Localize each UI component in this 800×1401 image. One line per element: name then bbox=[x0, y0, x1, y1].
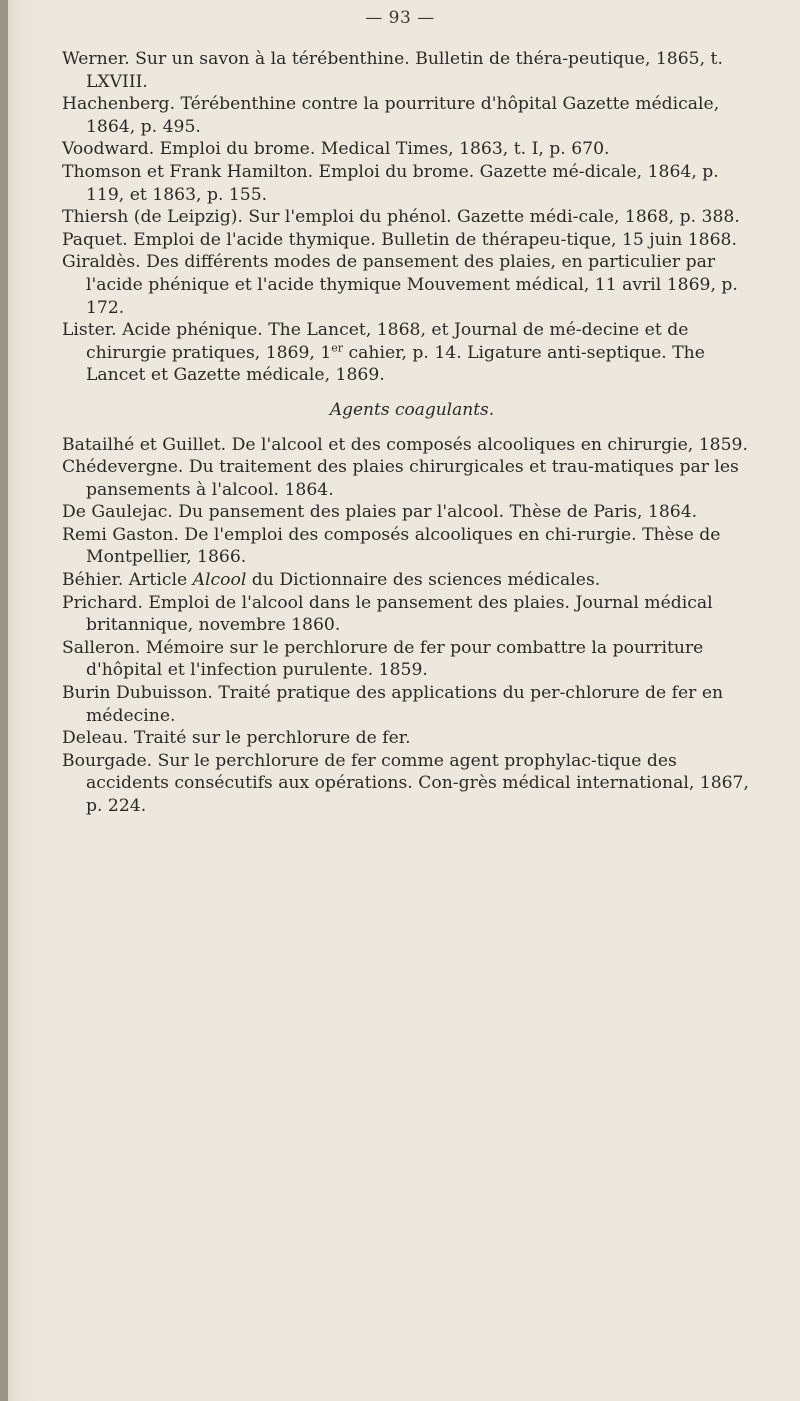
reference-entry-lister bbox=[62, 319, 762, 387]
page-number: — 93 — bbox=[365, 8, 435, 28]
reference-entry: Remi Gaston. De l'emploi des composés alcooliques en chi-rurgie. Thèse de Montpellier, 1866. bbox=[62, 524, 721, 568]
reference-entry: Thiersh (de Leipzig). Sur l'emploi du phénol. Gazette médi-cale, 1868, p. 388. bbox=[62, 207, 740, 228]
reference-entry: Thomson et Frank Hamilton. Emploi du brome. Gazette mé-dicale, 1864, p. 119, et 1863, p. 155. bbox=[62, 161, 719, 205]
reference-entry: Paquet. Emploi de l'acide thymique. Bulletin de thérapeu-tique, 15 juin 1868. bbox=[62, 229, 737, 250]
reference-entry: Deleau. Traité sur le perchlorure de fer. bbox=[62, 728, 411, 749]
reference-entry: Werner. Sur un savon à la térébenthine. Bulletin de théra-peutique, 1865, t. LXVIII. bbox=[62, 49, 723, 92]
section-heading: Agents coagulants. bbox=[329, 399, 495, 420]
lister-superscript: er bbox=[331, 340, 344, 354]
behier-text-after: du Dictionnaire des sciences médicales. bbox=[246, 570, 601, 591]
page-spine-shadow bbox=[0, 0, 8, 1401]
bibliography-content bbox=[62, 48, 762, 818]
reference-entry: De Gaulejac. Du pansement des plaies par l'alcool. Thèse de Paris, 1864. bbox=[62, 502, 698, 523]
reference-entry: Chédevergne. Du traitement des plaies chirurgicales et trau-matiques par les pansements à l'alcool. 1864. bbox=[62, 457, 739, 500]
behier-text-before: Béhier. Article bbox=[62, 570, 193, 591]
reference-entry: Prichard. Emploi de l'alcool dans le pansement des plaies. Journal médical britannique, novembre 1860. bbox=[62, 592, 713, 636]
reference-entry: Burin Dubuisson. Traité pratique des applications du per-chlorure de fer en médecine. bbox=[62, 683, 724, 726]
lister-text-after: cahier, p. 14. Ligature anti-septique. The Lancet et Gazette médicale, 1869. bbox=[86, 342, 705, 386]
reference-entry: Bourgade. Sur le perchlorure de fer comme agent prophylac-tique des accidents consécutifs aux opérations. Con-grès médical international, 1867, p. 224. bbox=[62, 750, 749, 816]
behier-italic-term: Alcool bbox=[192, 570, 247, 591]
reference-entry: Voodward. Emploi du brome. Medical Times, 1863, t. I, p. 670. bbox=[62, 139, 610, 160]
reference-entry: Hachenberg. Térébenthine contre la pourriture d'hôpital Gazette médicale, 1864, p. 495. bbox=[62, 94, 720, 137]
reference-entry: Batailhé et Guillet. De l'alcool et des composés alcooliques en chirurgie, 1859. bbox=[62, 434, 748, 455]
reference-entry-behier bbox=[62, 569, 762, 592]
reference-entry: Salleron. Mémoire sur le perchlorure de fer pour combattre la pourriture d'hôpital et l'infection purulente. 1859. bbox=[62, 637, 704, 681]
reference-entry: Giraldès. Des différents modes de pansement des plaies, en particulier par l'acide phénique et l'acide thymique Mouvement médical, 11 avril 1869, p. 172. bbox=[62, 252, 738, 318]
lister-text-before: Lister. Acide phénique. The Lancet, 1868, et Journal de mé-decine et de chirurgie pratiques, 1869, 1 bbox=[62, 320, 689, 363]
